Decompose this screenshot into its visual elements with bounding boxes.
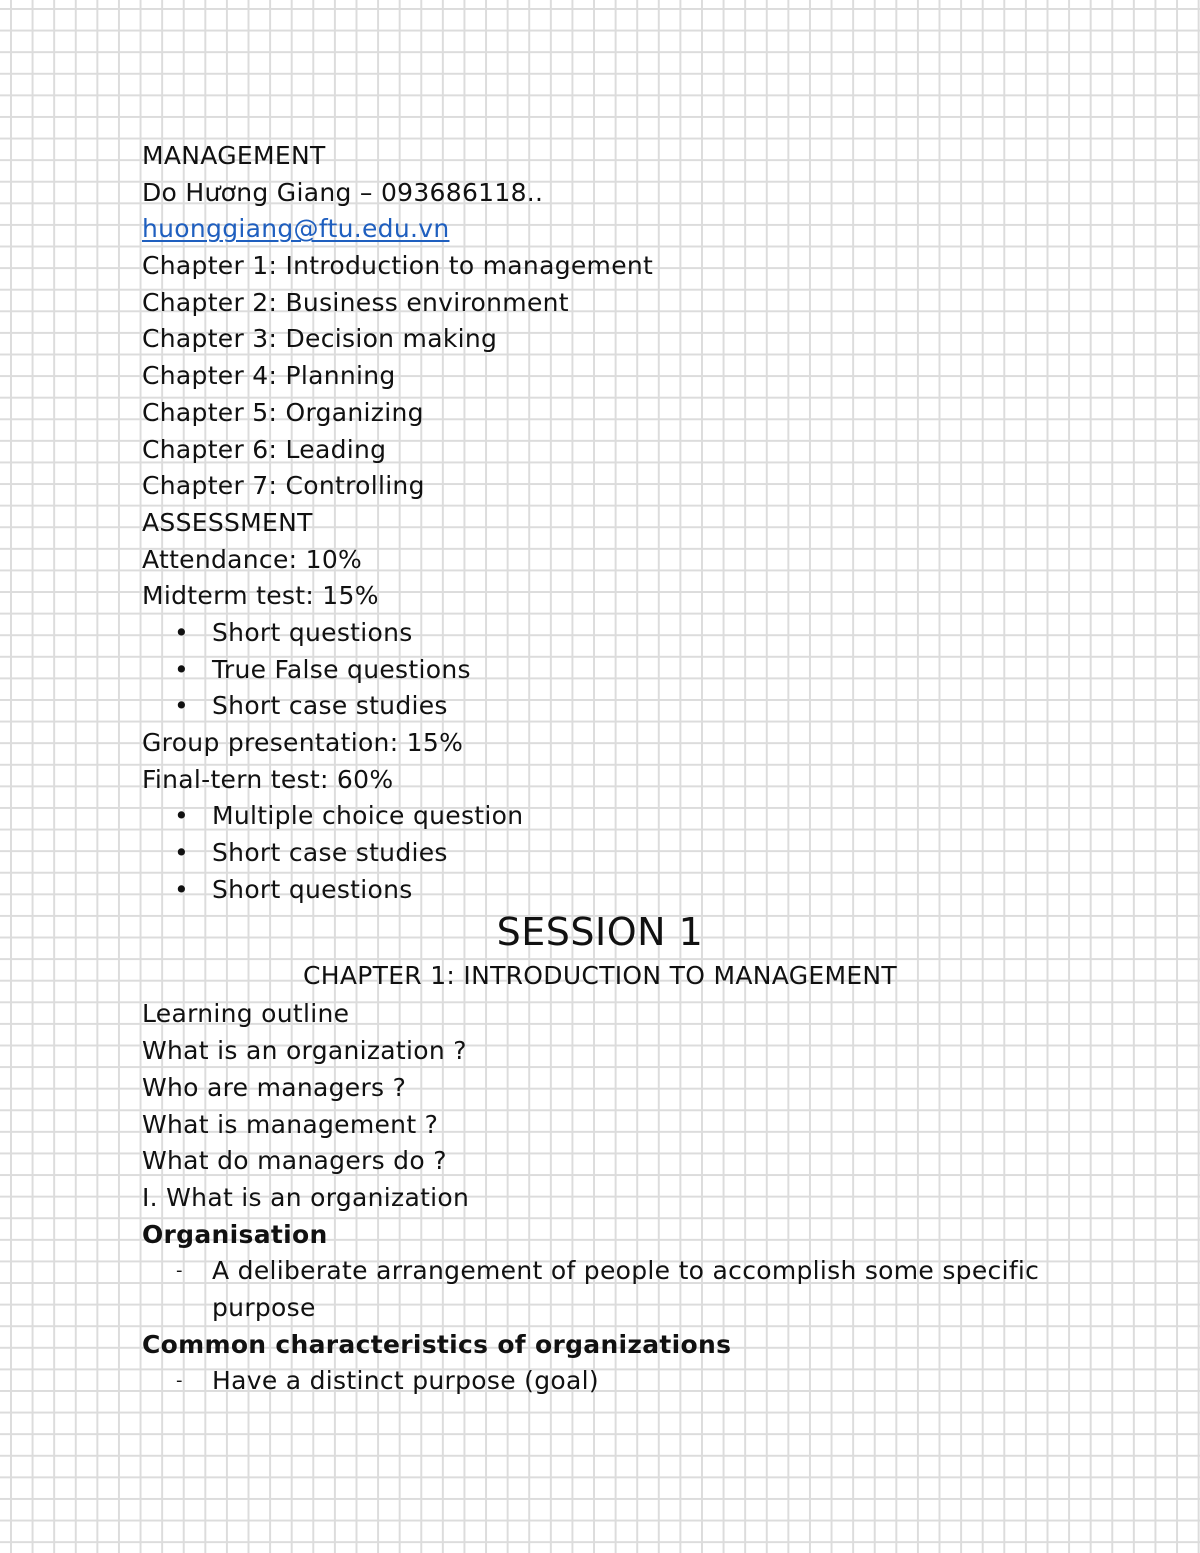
- organisation-items: [142, 1253, 1062, 1326]
- list-item-text: Short questions: [212, 617, 413, 647]
- list-item: [142, 652, 1062, 689]
- list-item-text: Have a distinct purpose (goal): [212, 1366, 599, 1396]
- final-test-weight: Final-tern test: 60%: [142, 764, 394, 794]
- list-item-text: Short case studies: [212, 691, 448, 721]
- characteristics-heading: Common characteristics of organizations: [142, 1329, 732, 1359]
- final-items: [142, 798, 1062, 908]
- chapter-item: Chapter 7: Controlling: [142, 471, 425, 501]
- chapter-item: Chapter 3: Decision making: [142, 324, 498, 354]
- dash-icon: -: [176, 1370, 183, 1392]
- outline-item: What is an organization ?: [142, 1036, 467, 1066]
- section-heading: I. What is an organization: [142, 1182, 470, 1212]
- list-item-text: True False questions: [212, 654, 471, 684]
- group-presentation-weight: Group presentation: 15%: [142, 728, 464, 757]
- outline-item: What is management ?: [142, 1109, 439, 1139]
- outline-heading: Learning outline: [142, 999, 350, 1029]
- chapter-item: Chapter 2: Business environment: [142, 287, 569, 317]
- bullet-icon: •: [174, 691, 190, 721]
- organisation-heading: Organisation: [142, 1219, 328, 1249]
- bullet-icon: •: [174, 874, 190, 904]
- list-item-text: Multiple choice question: [212, 801, 524, 831]
- chapter-item: Chapter 4: Planning: [142, 361, 396, 391]
- chapter-item: Chapter 1: Introduction to management: [142, 251, 654, 281]
- list-item: [142, 798, 1062, 835]
- list-item: [142, 835, 1062, 872]
- midterm-items: [142, 615, 1062, 725]
- email-line: [142, 211, 1062, 248]
- list-item-text: Short questions: [212, 874, 413, 904]
- list-item-text: Short case studies: [212, 838, 448, 868]
- list-item: [142, 872, 1062, 909]
- course-title: MANAGEMENT: [142, 141, 326, 170]
- characteristics-items: [142, 1363, 1062, 1400]
- document-page: [142, 138, 1062, 1400]
- bullet-icon: •: [174, 801, 190, 831]
- chapter-item: Chapter 6: Leading: [142, 434, 387, 464]
- list-item: [142, 1253, 1072, 1326]
- list-item: [142, 688, 1062, 725]
- attendance-weight: Attendance: 10%: [142, 544, 363, 574]
- list-item-text: A deliberate arrangement of people to accomplish some specific purpose: [212, 1256, 1040, 1322]
- email-link[interactable]: huonggiang@ftu.edu.vn: [142, 214, 450, 244]
- bullet-icon: •: [174, 838, 190, 868]
- midterm-weight: Midterm test: 15%: [142, 581, 379, 611]
- lecturer-info: Do Hương Giang – 093686118..: [142, 177, 544, 207]
- dash-icon: -: [176, 1260, 183, 1282]
- list-item: [142, 615, 1062, 652]
- outline-list: [142, 1033, 1062, 1180]
- outline-item: What do managers do ?: [142, 1146, 447, 1176]
- assessment-heading: ASSESSMENT: [142, 507, 313, 537]
- chapter-heading: CHAPTER 1: INTRODUCTION TO MANAGEMENT: [303, 961, 897, 991]
- outline-item: Who are managers ?: [142, 1072, 407, 1102]
- chapter-list: [142, 248, 1062, 505]
- session-title: SESSION 1: [496, 910, 704, 955]
- bullet-icon: •: [174, 617, 190, 647]
- chapter-item: Chapter 5: Organizing: [142, 397, 424, 427]
- list-item: [142, 1363, 1062, 1400]
- bullet-icon: •: [174, 654, 190, 684]
